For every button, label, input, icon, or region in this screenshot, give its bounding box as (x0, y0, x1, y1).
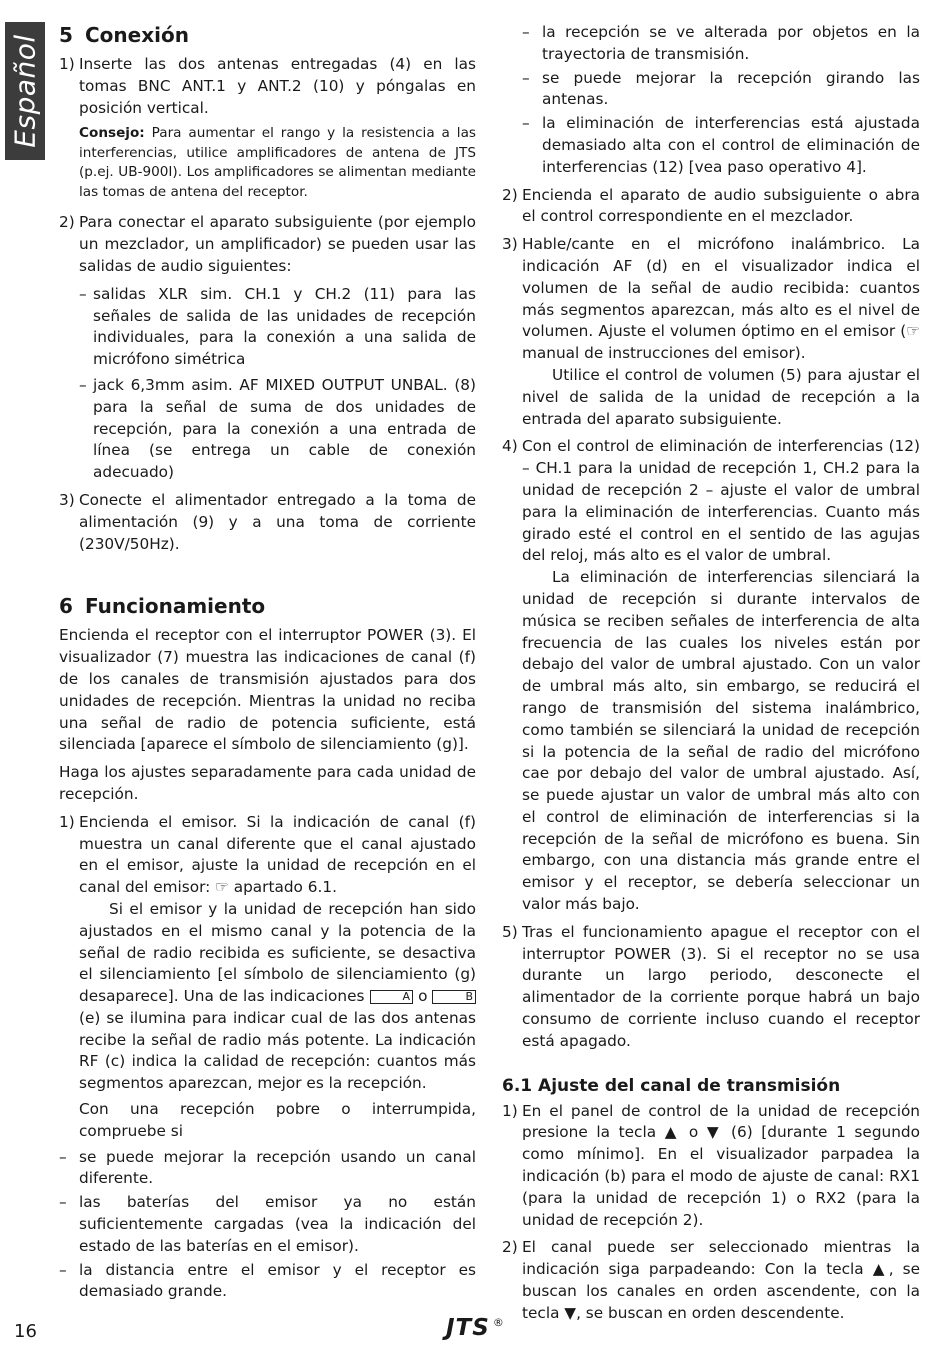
brand-logo: JTS ® (446, 1315, 505, 1341)
sec6-step-3: 3) Hable/cante en el micrófono inalámbrico. La indicación AF (d) en el visualizador indica el volumen de la señal de audio recibida: cuantos más segmentos aparezcan, más alto es el nivel de volumen. Ajuste el volumen óptimo en el emisor (☞ manual de instrucciones del emisor). Utilice el control de volumen (5) para ajustar el nivel de salida de la unidad de recepción a la entrada del aparato subsiguiente. (502, 235, 920, 428)
language-label: Español (8, 34, 42, 148)
sec6-intro: Encienda el receptor con el interruptor POWER (3). El visualizador (7) muestra las indicaciones de canal (f) de los canales de transmisión ajustados para dos unidades de recepción. Mientras la unidad no reciba una señal de radio de potencia suficiente, está silenciada [aparece el símbolo de silenciamiento (g)]. (59, 626, 476, 754)
list-item: – la eliminación de interferencias está ajustada demasiado alta con el control de eliminación de interferencias (12) [vea paso operativo 4]. (522, 114, 920, 176)
list-item: – se puede mejorar la recepción usando un canal diferente. (59, 1147, 476, 1188)
indicator-a-icon: A (370, 990, 414, 1004)
sec6-step-2: 2) Encienda el aparato de audio subsiguiente o abra el control correspondiente en el mezclador. (502, 185, 920, 226)
sec61-step-1: 1) En el panel de control de la unidad de recepción presione la tecla ▲ o ▼ (6) [durante 1 segundo como mínimo]. En el visualizador parpadea la indicación (b) para el modo de ajuste de canal: RX1 (para la unidad de recepción 1) o RX2 (para la unidad de recepción 2). (502, 1101, 920, 1229)
right-column (502, 22, 920, 1331)
page-number: 16 (14, 1321, 37, 1342)
list-item: – jack 6,3mm asim. AF MIXED OUTPUT UNBAL. (8) para la señal de suma de dos unidades de recepción, para la conexión a una entrada de línea (se entrega un cable de conexión adecuado) (79, 375, 476, 482)
section-6-1-heading: 6.1 Ajuste del canal de transmisión (502, 1075, 841, 1096)
sec61-step-2: 2) El canal puede ser seleccionado mientras la indicación siga parpadeando: Con la tecla ▲, se buscan los canales en orden ascendente, con la tecla ▼, se buscan en orden descendente. (502, 1238, 920, 1322)
list-item: – la distancia entre el emisor y el receptor es demasiado grande. (59, 1260, 476, 1301)
sec6-note: Haga los ajustes separadamente para cada unidad de recepción. (59, 763, 476, 803)
language-tab (5, 22, 45, 160)
list-item: – la recepción se ve alterada por objetos en la trayectoria de transmisión. (522, 23, 920, 63)
sec5-step-3: 3) Conecte el alimentador entregado a la toma de alimentación (9) y a una toma de corriente (230V/50Hz). (59, 490, 476, 553)
sec6-step-4: 4) Con el control de eliminación de interferencias (12) – CH.1 para la unidad de recepción 1, CH.2 para la unidad de recepción 2 – ajuste el valor de umbral para la eliminación de interferencias. Cuanto más girado esté el control en el sentido de las agujas del reloj, más alto es el valor de umbral. La eliminación de interferencias silenciará la unidad de recepción si durante intervalos de música se reciben señales de interferencia de alta frecuencia de las cuales los niveles están por debajo del valor de umbral ajustado. Con un valor de umbral más alto, sin embargo, se reducirá el rango de transmisión del sistema inalámbrico, como también se silenciará la unidad de recepción si la potencia de la señal de radio del micrófono cae por debajo del valor de umbral ajustado. Así, se puede ajustar un valor de umbral más alto con el control de eliminación de interferencias si la recepción de la señal de micrófono es buena. Sin embargo, con una distancia más grande entre el emisor y el receptor, se debería seleccionar un valor más bajo. (502, 437, 920, 914)
sec6-step-5: 5) Tras el funcionamiento apague el receptor con el interruptor POWER (3). Si el receptor no se usa durante un largo periodo, desconecte el alimentador de la corriente porque habrá un bajo consumo de corriente incluso cuando el receptor está apagado. (502, 922, 920, 1050)
sec5-step-1: 1) Inserte las dos antenas entregadas (4) en las tomas BNC ANT.1 y ANT.2 (10) y póngalas en posición vertical. Consejo: Para aumentar el rango y la resistencia a las interferencias, utilice amplificadores de antena de JTS (p.ej. UB-900I). Los amplificadores se alimentan mediante las tomas de antena del receptor. (59, 54, 476, 202)
left-column (59, 22, 476, 1305)
sec5-step-2: 2) Para conectar el aparato subsiguiente (por ejemplo un mezclador, un amplificador) se pueden usar las salidas de audio siguientes: (59, 213, 476, 275)
indicator-b-icon: B (432, 990, 476, 1004)
section-5-heading: 5 Conexión (59, 23, 189, 47)
sec6-step-1: 1) Encienda el emisor. Si la indicación de canal (f) muestra un canal diferente que el canal ajustado en el emisor, ajuste la unidad de recepción en el canal del emisor: ☞ apartado 6.1. Si el emisor y la unidad de recepción han sido ajustados en el mismo canal y la potencia de la señal de radio recibida es suficiente, se desactiva el silenciamiento [el símbolo de silenciamiento (g) desaparece]. Una de las indicaciones A o B (e) se ilumina para indicar cual de las dos antenas recibe la señal de radio más potente. La indicación RF (c) indica la calidad de recepción: cuantos más segmentos aparezcan, mejor es la recepción. Con una recepción pobre o interrumpida, compruebe si (59, 812, 476, 1140)
tip-note: Consejo: Para aumentar el rango y la resistencia a las interferencias, utilice amplificadores de antena de JTS (p.ej. UB-900I). Los amplificadores se alimentan mediante las tomas de antena del receptor. (79, 125, 476, 200)
list-item: – las baterías del emisor ya no están suficientemente cargadas (vea la indicación del estado de las baterías en el emisor). (59, 1193, 476, 1255)
list-item: – se puede mejorar la recepción girando las antenas. (522, 68, 920, 109)
list-item: – salidas XLR sim. CH.1 y CH.2 (11) para las señales de salida de las unidades de recepción individuales, para la conexión a una salida de micrófono simétrica (79, 284, 476, 369)
section-6-heading: 6 Funcionamiento (59, 594, 266, 619)
